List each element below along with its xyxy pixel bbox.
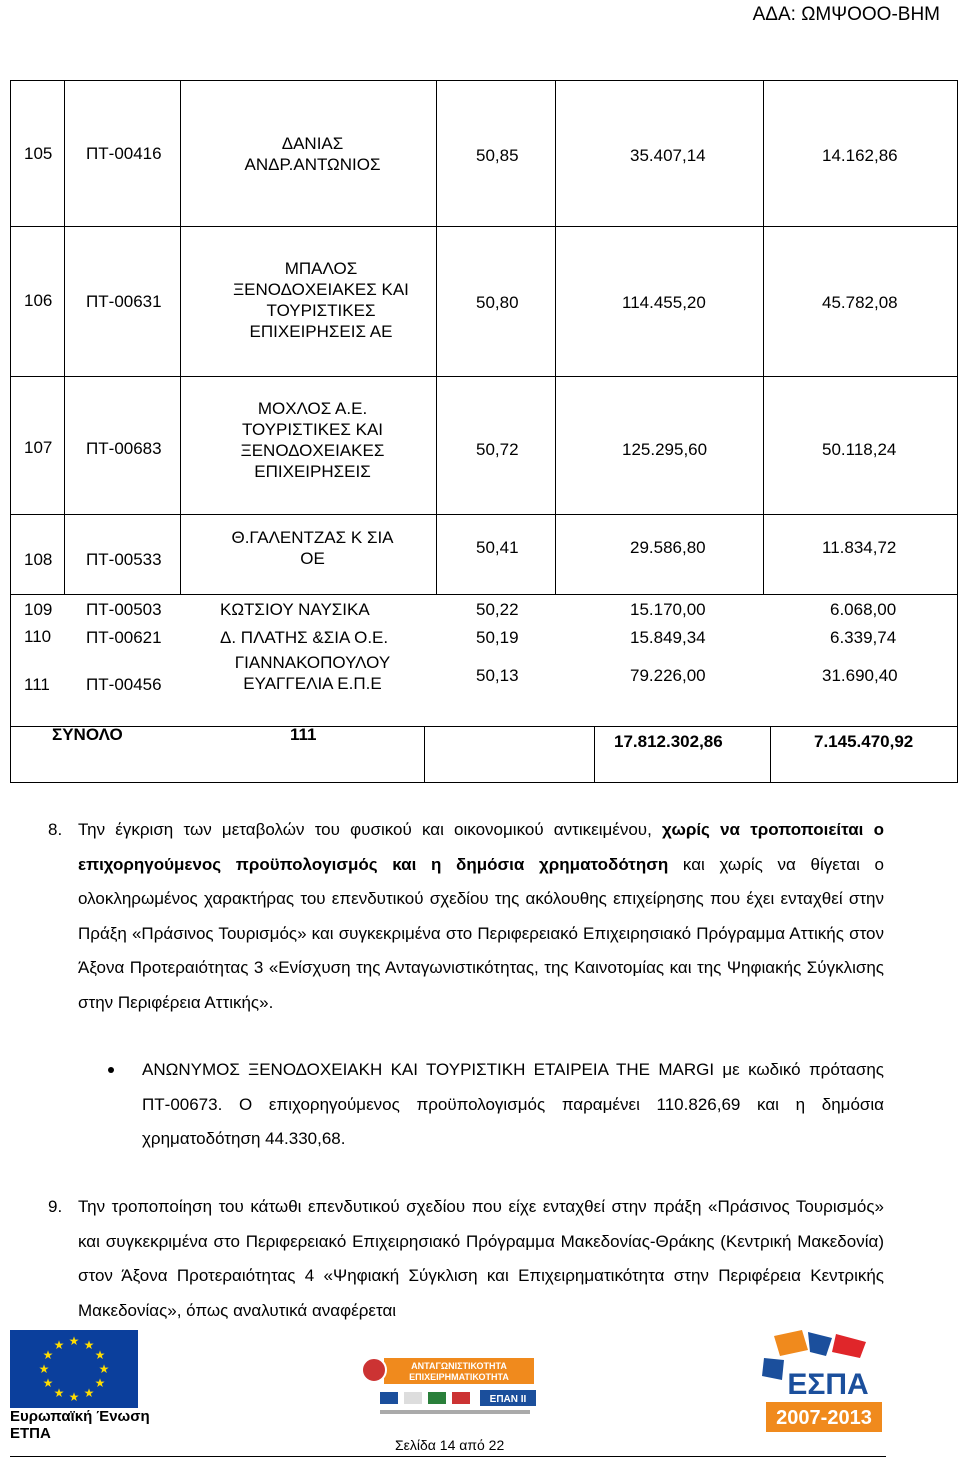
- row-111-code: ΠΤ-00456: [86, 675, 162, 694]
- row-106-code: ΠΤ-00631: [86, 292, 162, 311]
- total-count: 111: [290, 725, 317, 744]
- row-106-score: 50,80: [476, 293, 519, 312]
- bullet-dot-icon: [108, 1067, 114, 1073]
- row-108-public: 11.834,72: [822, 538, 897, 557]
- row-109-name: ΚΩΤΣΙΟΥ ΝΑΥΣΙΚΑ: [220, 600, 370, 619]
- row-110-public: 6.339,74: [830, 628, 897, 647]
- row-107-code: ΠΤ-00683: [86, 439, 162, 458]
- espa-logo: [762, 1328, 882, 1440]
- espa-title: ΕΣΠΑ: [787, 1368, 869, 1401]
- svg-text:★: ★: [83, 1386, 95, 1400]
- row-107-budget: 125.295,60: [622, 440, 708, 459]
- page-number: Σελίδα 14 από 22: [395, 1437, 505, 1453]
- row-110-no: 110: [24, 627, 52, 646]
- svg-text:★: ★: [68, 1390, 80, 1404]
- row-111-budget: 79.226,00: [630, 666, 706, 685]
- row-105-budget: 35.407,14: [630, 146, 706, 165]
- total-budget: 17.812.302,86: [614, 732, 723, 751]
- logo-epan: ΕΠΑΝ II: [489, 1394, 527, 1405]
- row-110-budget: 15.849,34: [630, 628, 706, 647]
- row-108-no: 108: [24, 550, 53, 569]
- section-9-text: Την τροποποίηση του κάτωθι επενδυτικού σχεδίου που είχε ενταχθεί στην πράξη «Πράσινος Τουρισμός» και συγκεκριμένα στο Περιφερειακό Επιχειρησιακό Πρόγραμμα Μακεδονίας-Θράκης (Κεντρική Μακεδονία) στον Άξονα Προτεραιότητας 4 «Ψηφιακή Σύγκλιση και Επιχειρηματικότητα στην Περιφέρεια Κεντρικής Μακεδονίας», όπως αναλυτικά αναφέρεται: [78, 1197, 884, 1320]
- row-107-score: 50,72: [476, 440, 519, 459]
- section-8-bullet: [142, 1053, 884, 1157]
- section-8-text-a: Την έγκριση των μεταβολών του φυσικού και οικονομικού αντικειμένου,: [78, 820, 663, 839]
- espa-years: 2007-2013: [776, 1407, 872, 1429]
- row-108-code: ΠΤ-00533: [86, 550, 162, 569]
- row-110-code: ΠΤ-00621: [86, 628, 162, 647]
- row-106-name: ΜΠΑΛΟΣ ΞΕΝΟΔΟΧΕΙΑΚΕΣ ΚΑΙ ΤΟΥΡΙΣΤΙΚΕΣ ΕΠΙΧΕΙΡΗΣΕΙΣ ΑΕ: [233, 259, 409, 341]
- row-111-name: ΓΙΑΝΝΑΚΟΠΟΥΛΟΥ ΕΥΑΓΓΕΛΙΑ Ε.Π.Ε: [234, 653, 391, 693]
- row-106-public: 45.782,08: [822, 293, 898, 312]
- svg-text:★: ★: [42, 1376, 54, 1390]
- row-108-name: Θ.ΓΑΛΕΝΤΖΑΣ Κ ΣΙΑ ΟΕ: [231, 528, 394, 568]
- section-8-text-b: και χωρίς να θίγεται ο ολοκληρωμένος χαρακτήρας του επενδυτικού σχεδίου της ακόλουθης επιχείρησης που έχει ενταχθεί στην Πράξη «Πράσινος Τουρισμός» και συγκεκριμένα στο Περιφερειακό Επιχειρησιακό Πρόγραμμα Αττικής στον Άξονα Προτεραιότητας 3 «Ενίσχυση της Ανταγωνιστικότητας, της Καινοτομίας και της Ψηφιακής Σύγκλισης στην Περιφέρεια Αττικής».: [78, 854, 884, 1012]
- row-105-public: 14.162,86: [822, 146, 898, 165]
- logo-title-2: ΕΠΙΧΕΙΡΗΜΑΤΙΚΟΤΗΤΑ: [409, 1372, 509, 1382]
- row-108-score: 50,41: [476, 538, 519, 557]
- row-105-no: 105: [24, 144, 53, 163]
- total-public: 7.145.470,92: [814, 732, 914, 751]
- row-110-score: 50,19: [476, 628, 519, 647]
- svg-text:★: ★: [53, 1338, 65, 1352]
- row-111-public: 31.690,40: [822, 666, 898, 685]
- section-8-paragraph: [48, 813, 884, 1021]
- svg-text:★: ★: [42, 1348, 54, 1362]
- row-105-name: ΔΑΝΙΑΣ ΑΝΔΡ.ΑΝΤΩΝΙΟΣ: [244, 134, 381, 174]
- row-109-no: 109: [24, 600, 53, 619]
- section-9-paragraph: [48, 1190, 884, 1328]
- svg-text:★: ★: [53, 1386, 65, 1400]
- section-8-bullet-text: ΑΝΩΝΥΜΟΣ ΞΕΝΟΔΟΧΕΙΑΚΗ ΚΑΙ ΤΟΥΡΙΣΤΙΚΗ ΕΤΑΙΡΕΙΑ ΤΗΕ MARGI με κωδικό πρότασης ΠΤ-00673. Ο επιχορηγούμενος προϋπολογισμός παραμένει 110.826,69 και η δημόσια χρηματοδότηση 44.330,68.: [142, 1060, 884, 1149]
- row-111-no: 111: [24, 675, 50, 694]
- svg-text:★: ★: [38, 1362, 50, 1376]
- logo-title-1: ΑΝΤΑΓΩΝΙΣΤΙΚΟΤΗΤΑ: [411, 1361, 507, 1371]
- eu-flag-logo: [10, 1330, 138, 1408]
- row-108-budget: 29.586,80: [630, 538, 706, 557]
- footer-divider: [10, 1456, 886, 1457]
- row-105-score: 50,85: [476, 146, 519, 165]
- total-label: ΣΥΝΟΛΟ: [52, 725, 123, 744]
- row-111-score: 50,13: [476, 666, 519, 685]
- row-109-score: 50,22: [476, 600, 519, 619]
- svg-text:★: ★: [68, 1334, 80, 1348]
- row-107-name: ΜΟΧΛΟΣ Α.Ε. ΤΟΥΡΙΣΤΙΚΕΣ ΚΑΙ ΞΕΝΟΔΟΧΕΙΑΚΕΣ ΕΠΙΧΕΙΡΗΣΕΙΣ: [240, 399, 385, 481]
- row-106-budget: 114.455,20: [622, 293, 706, 312]
- section-8-number: 8.: [48, 820, 63, 839]
- row-109-public: 6.068,00: [830, 600, 897, 619]
- competitiveness-logo: [360, 1352, 546, 1424]
- svg-text:★: ★: [83, 1338, 95, 1352]
- svg-text:★: ★: [94, 1348, 106, 1362]
- svg-text:★: ★: [94, 1376, 106, 1390]
- section-9-number: 9.: [48, 1197, 63, 1216]
- row-110-name: Δ. ΠΛΑΤΗΣ &ΣΙΑ Ο.Ε.: [220, 628, 389, 647]
- svg-text:★: ★: [98, 1362, 110, 1376]
- eu-label: Ευρωπαϊκή Ένωση ΕΤΠΑ: [10, 1408, 150, 1442]
- section-8-text-bold: χωρίς να τροποποιείται ο επιχορηγούμενος προϋπολογισμός και η δημόσια χρηματοδότηση: [78, 820, 884, 874]
- row-107-public: 50.118,24: [822, 440, 897, 459]
- ada-code: ΑΔΑ: ΩΜΨΟΟΟ-ΒΗΜ: [752, 4, 940, 25]
- row-107-no: 107: [24, 438, 53, 457]
- row-106-no: 106: [24, 291, 53, 310]
- row-109-code: ΠΤ-00503: [86, 600, 162, 619]
- row-105-code: ΠΤ-00416: [86, 144, 162, 163]
- row-109-budget: 15.170,00: [630, 600, 706, 619]
